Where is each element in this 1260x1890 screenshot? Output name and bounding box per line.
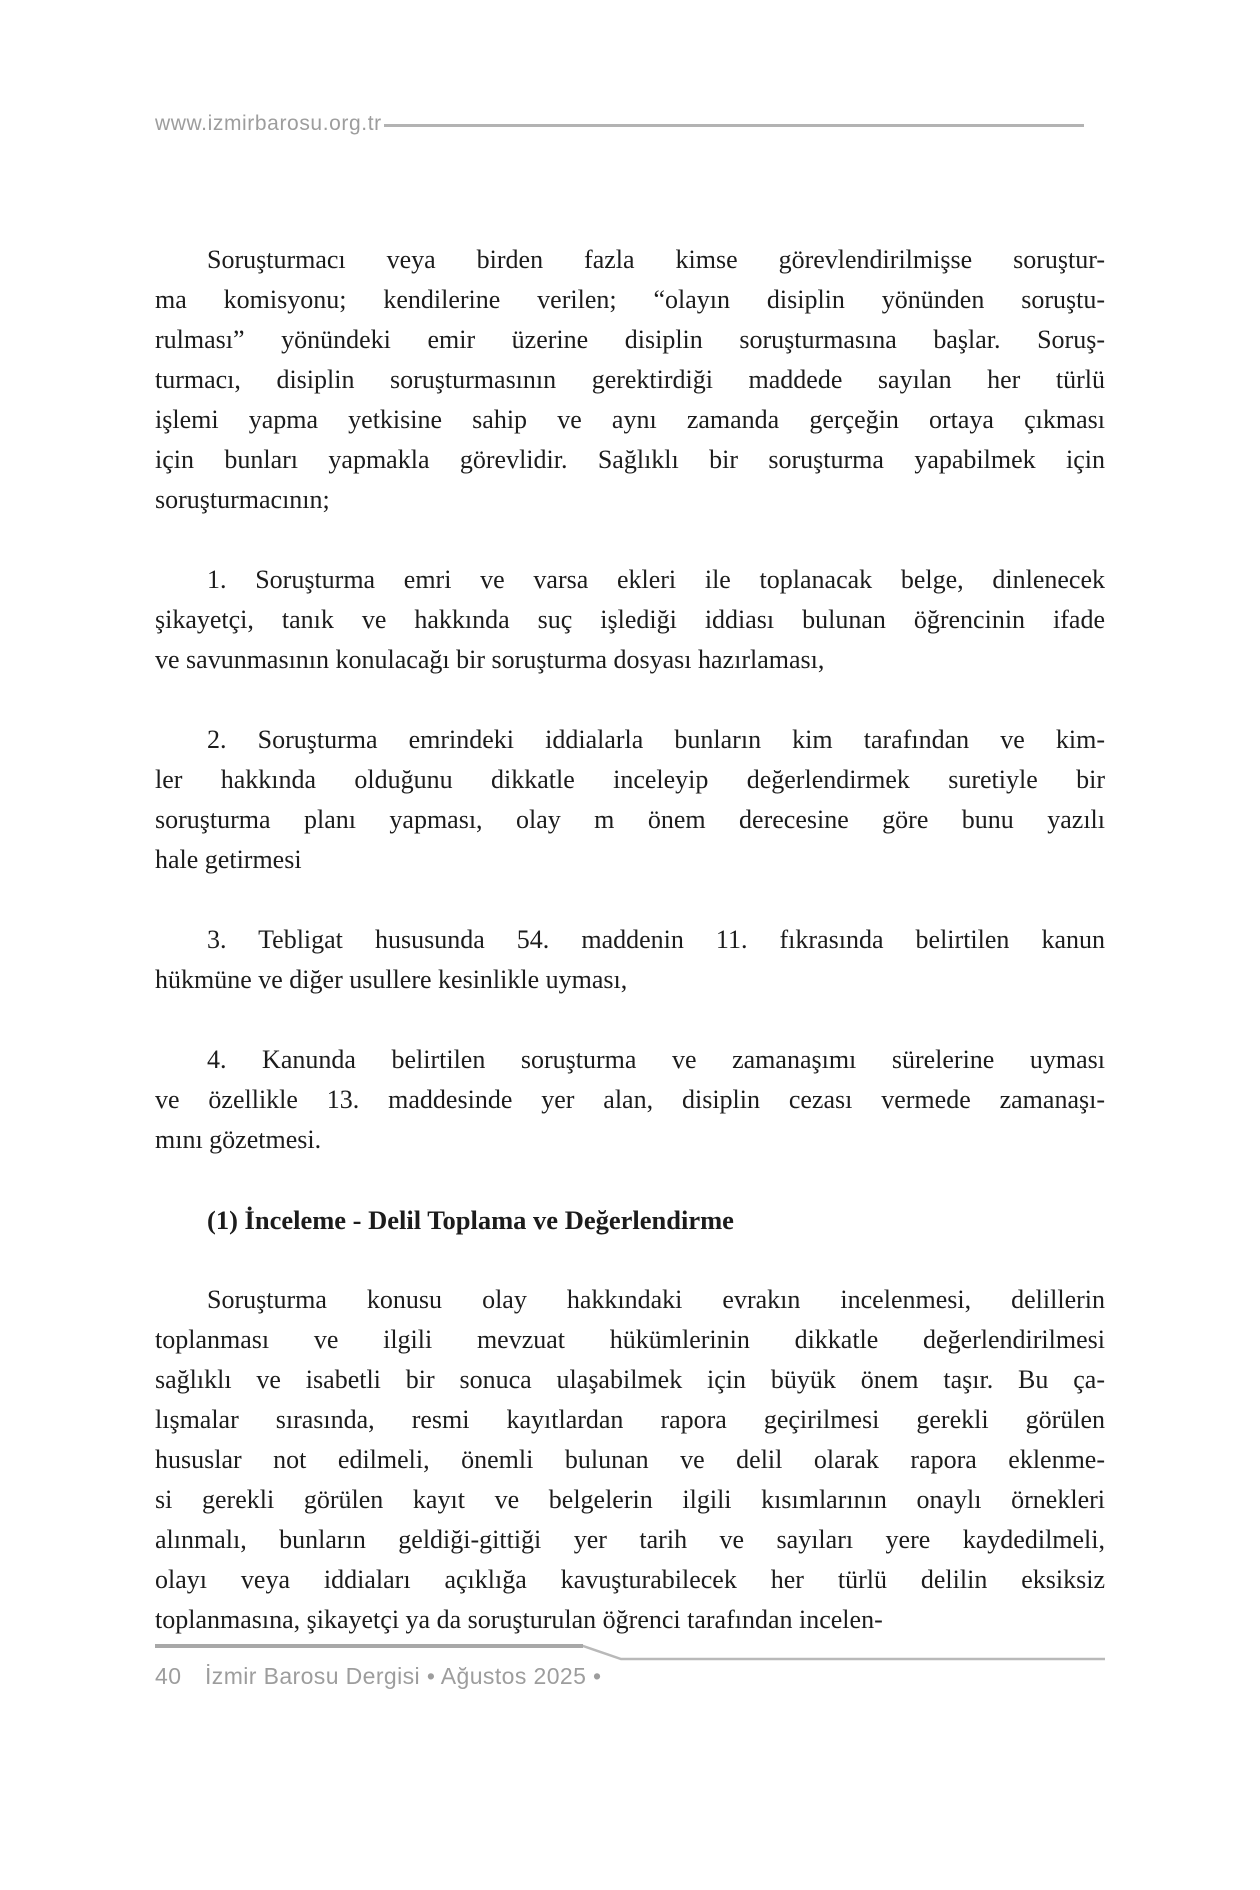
text-line: toplanmasına, şikayetçi ya da soruşturulan öğrenci tarafından incelen-: [155, 1605, 883, 1634]
page-footer: [155, 1642, 1105, 1690]
footer-text-row: [155, 1663, 1105, 1690]
paragraph: [155, 720, 1105, 880]
text-line: ler hakkında olduğunu dikkatle inceleyip değerlendirmek suretiyle bir: [155, 765, 1105, 794]
text-line: 1. Soruşturma emri ve varsa ekleri ile toplanacak belge, dinlenecek: [207, 565, 1105, 594]
footer-rule: [155, 1642, 1105, 1662]
text-line: hükmüne ve diğer usullere kesinlikle uyması,: [155, 965, 628, 994]
text-line: mını gözetmesi.: [155, 1125, 322, 1154]
text-line: 4. Kanunda belirtilen soruşturma ve zamanaşımı sürelerine uyması: [207, 1045, 1105, 1074]
text-line: Soruşturmacı veya birden fazla kimse görevlendirilmişse soruştur-: [207, 245, 1105, 274]
text-line: hususlar not edilmeli, önemli bulunan ve delil olarak rapora eklenme-: [155, 1445, 1105, 1474]
text-line: şikayetçi, tanık ve hakkında suç işlediği iddiası bulunan öğrencinin ifade: [155, 605, 1105, 634]
text-line: sağlıklı ve isabetli bir sonuca ulaşabilmek için büyük önem taşır. Bu ça-: [155, 1365, 1105, 1394]
text-line: rulması” yönündeki emir üzerine disiplin soruşturmasına başlar. Soruş-: [155, 325, 1105, 354]
text-line: lışmalar sırasında, resmi kayıtlardan rapora geçirilmesi gerekli görülen: [155, 1405, 1105, 1434]
text-line: işlemi yapma yetkisine sahip ve aynı zamanda gerçeğin ortaya çıkması: [155, 405, 1105, 434]
paragraph: [155, 920, 1105, 1000]
page-header: [155, 112, 1105, 136]
text-line: için bunları yapmakla görevlidir. Sağlıklı bir soruşturma yapabilmek için: [155, 445, 1105, 474]
paragraph: [155, 560, 1105, 680]
document-body: [155, 240, 1105, 1640]
text-line: ma komisyonu; kendilerine verilen; “olayın disiplin yönünden soruştu-: [155, 285, 1105, 314]
text-line: 3. Tebligat hususunda 54. maddenin 11. fıkrasında belirtilen kanun: [207, 925, 1105, 954]
footer-journal-line: İzmir Barosu Dergisi • Ağustos 2025 •: [205, 1663, 602, 1689]
header-url: www.izmirbarosu.org.tr: [155, 112, 382, 135]
text-line: ve savunmasının konulacağı bir soruşturma dosyası hazırlaması,: [155, 645, 825, 674]
text-line: alınmalı, bunların geldiği-gittiği yer tarih ve sayıları yere kaydedilmeli,: [155, 1525, 1105, 1554]
text-line: olayı veya iddiaları açıklığa kavuşturabilecek her türlü delilin eksiksiz: [155, 1565, 1105, 1594]
header-rule: [384, 124, 1084, 127]
text-line: turmacı, disiplin soruşturmasının gerektirdiği maddede sayılan her türlü: [155, 365, 1105, 394]
paragraph: [155, 1040, 1105, 1160]
section-heading: [155, 1200, 1105, 1240]
text-line: soruşturmacının;: [155, 485, 330, 514]
text-line: si gerekli görülen kayıt ve belgelerin ilgili kısımlarının onaylı örnekleri: [155, 1485, 1105, 1514]
paragraph: [155, 240, 1105, 520]
text-line: Soruşturma konusu olay hakkındaki evrakın incelenmesi, delillerin: [207, 1285, 1105, 1314]
text-line: toplanması ve ilgili mevzuat hükümlerinin dikkatle değerlendirilmesi: [155, 1325, 1105, 1354]
text-line: hale getirmesi: [155, 845, 302, 874]
page-number: 40: [155, 1663, 182, 1689]
text-line: (1) İnceleme - Delil Toplama ve Değerlendirme: [207, 1205, 734, 1235]
text-line: 2. Soruşturma emrindeki iddialarla bunların kim tarafından ve kim-: [207, 725, 1105, 754]
paragraph: [155, 1280, 1105, 1640]
text-line: ve özellikle 13. maddesinde yer alan, disiplin cezası vermede zamanaşı-: [155, 1085, 1105, 1114]
text-line: soruşturma planı yapması, olay m önem derecesine göre bunu yazılı: [155, 805, 1105, 834]
